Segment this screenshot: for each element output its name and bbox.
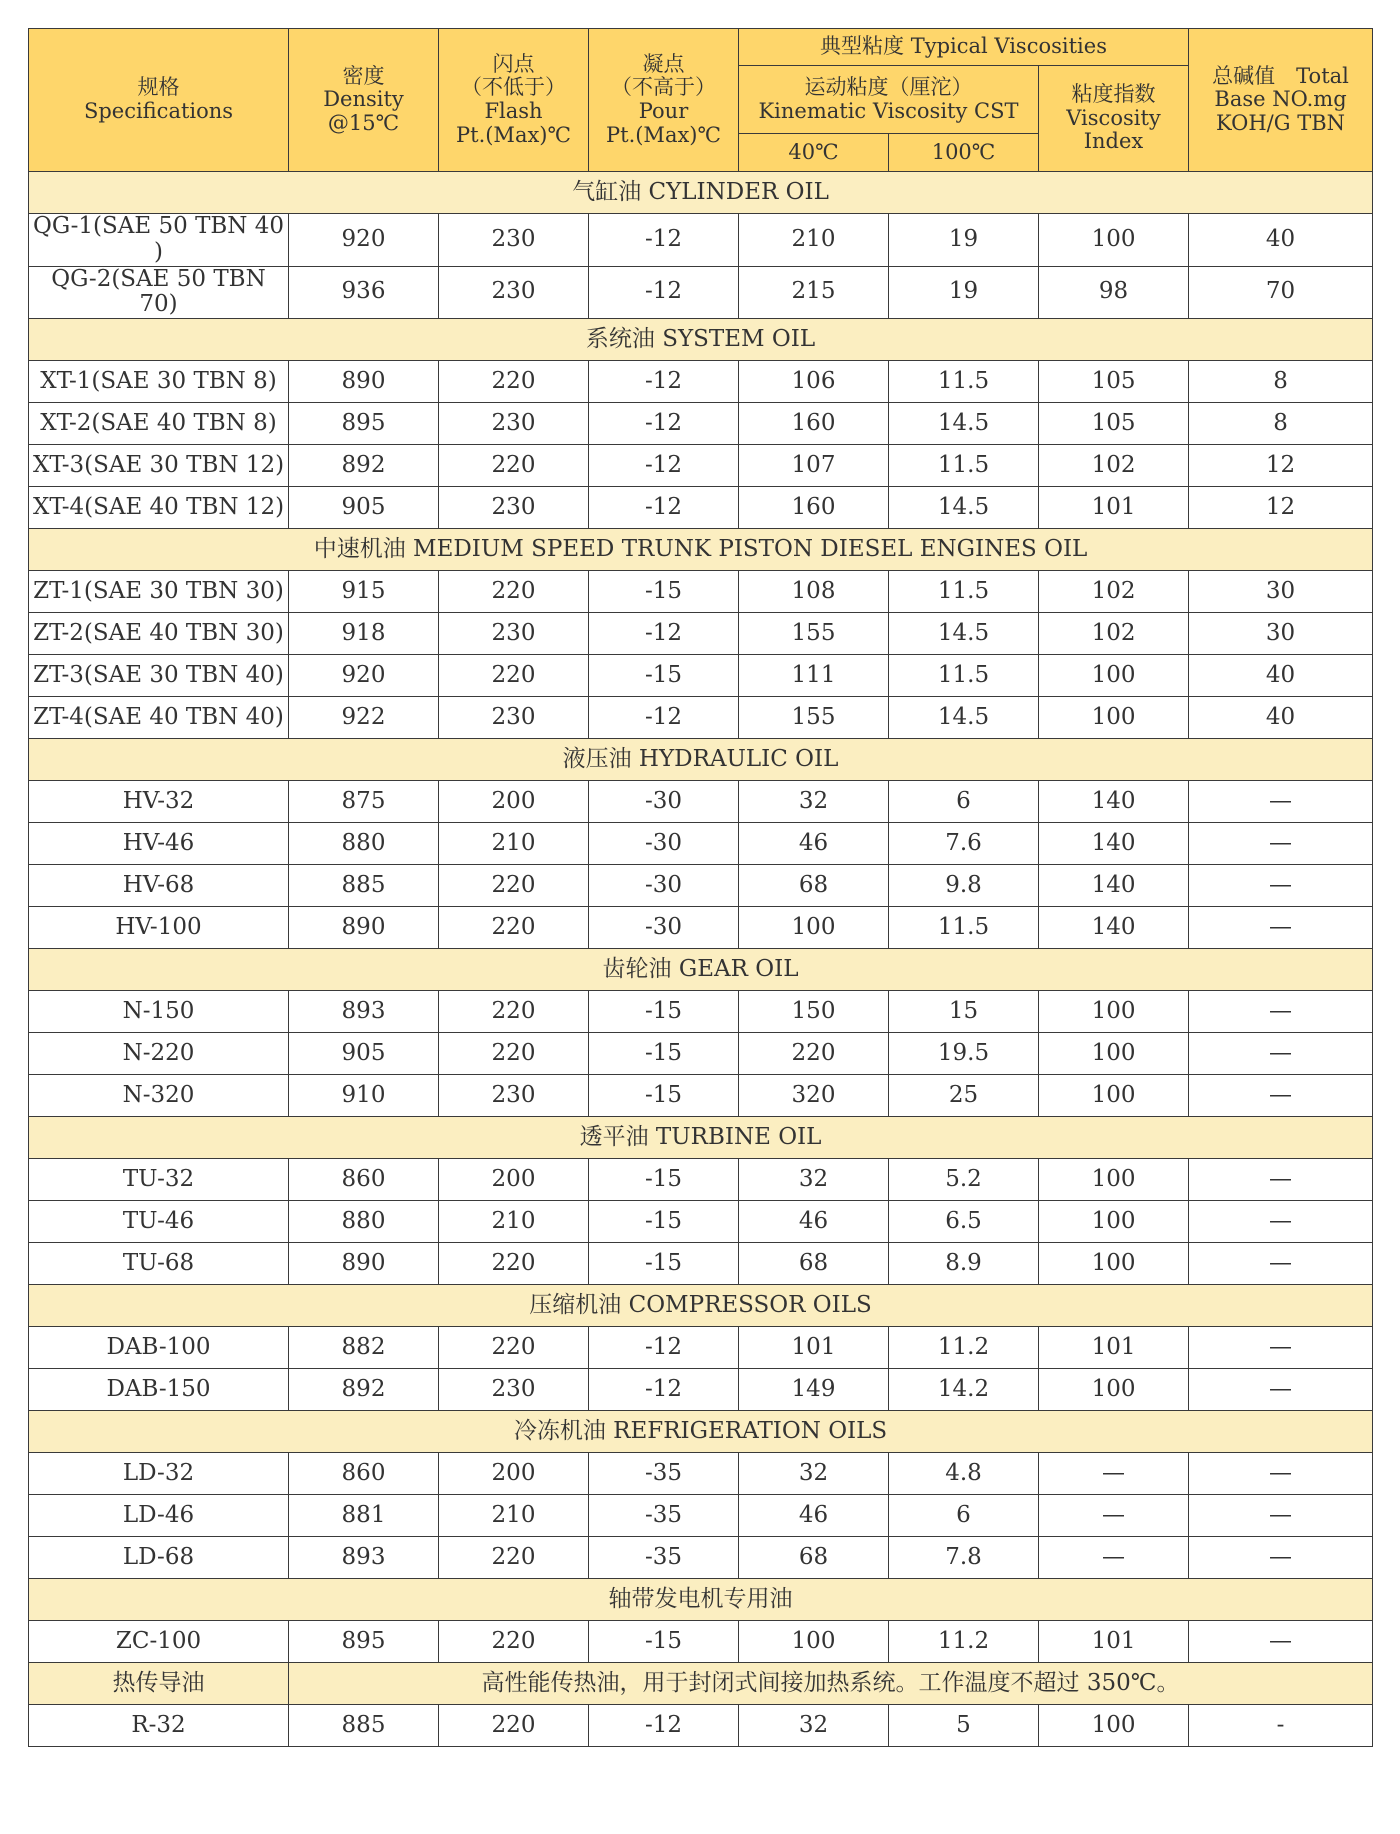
cell-tbn: 30 bbox=[1189, 613, 1373, 655]
table-row bbox=[29, 1705, 1373, 1747]
cell-spec: TU-32 bbox=[29, 1159, 289, 1201]
cell-visc-40: 32 bbox=[739, 1159, 889, 1201]
cell-viscosity-index: 100 bbox=[1039, 697, 1189, 739]
cell-density: 860 bbox=[289, 1453, 439, 1495]
cell-visc-40: 108 bbox=[739, 571, 889, 613]
header-temp-100: 100℃ bbox=[889, 134, 1039, 172]
cell-tbn: — bbox=[1189, 1201, 1373, 1243]
header-typical-viscosities: 典型粘度 Typical Viscosities bbox=[739, 29, 1189, 66]
cell-pour-point: -12 bbox=[589, 1369, 739, 1411]
cell-flash-point: 220 bbox=[439, 1327, 589, 1369]
cell-visc-40: 68 bbox=[739, 1243, 889, 1285]
cell-spec: HV-46 bbox=[29, 823, 289, 865]
header-specifications bbox=[29, 29, 289, 172]
cell-spec: QG-2(SAE 50 TBN 70) bbox=[29, 266, 289, 319]
table-row bbox=[29, 487, 1373, 529]
cell-flash-point: 220 bbox=[439, 1621, 589, 1663]
cell-flash-point: 220 bbox=[439, 1537, 589, 1579]
section-title: 液压油 HYDRAULIC OIL bbox=[29, 739, 1373, 781]
header-vi-en2: Index bbox=[1083, 129, 1144, 154]
cell-visc-100: 14.2 bbox=[889, 1369, 1039, 1411]
cell-viscosity-index: 100 bbox=[1039, 1369, 1189, 1411]
cell-density: 895 bbox=[289, 1621, 439, 1663]
section-title: 轴带发电机专用油 bbox=[29, 1579, 1373, 1621]
cell-pour-point: -12 bbox=[589, 266, 739, 319]
cell-viscosity-index: 140 bbox=[1039, 907, 1189, 949]
cell-density: 922 bbox=[289, 697, 439, 739]
cell-density: 875 bbox=[289, 781, 439, 823]
cell-visc-40: 32 bbox=[739, 1705, 889, 1747]
table-row bbox=[29, 361, 1373, 403]
cell-viscosity-index: 100 bbox=[1039, 1033, 1189, 1075]
section-title: 冷冻机油 REFRIGERATION OILS bbox=[29, 1411, 1373, 1453]
cell-pour-point: -30 bbox=[589, 907, 739, 949]
cell-density: 905 bbox=[289, 487, 439, 529]
cell-flash-point: 220 bbox=[439, 655, 589, 697]
cell-visc-40: 100 bbox=[739, 907, 889, 949]
cell-tbn: 40 bbox=[1189, 697, 1373, 739]
cell-tbn: — bbox=[1189, 907, 1373, 949]
cell-density: 885 bbox=[289, 865, 439, 907]
cell-spec: N-150 bbox=[29, 991, 289, 1033]
cell-flash-point: 220 bbox=[439, 1033, 589, 1075]
cell-visc-100: 11.2 bbox=[889, 1621, 1039, 1663]
cell-visc-40: 46 bbox=[739, 1201, 889, 1243]
cell-density: 915 bbox=[289, 571, 439, 613]
header-pour-en: Pour bbox=[638, 99, 689, 123]
cell-spec: ZC-100 bbox=[29, 1621, 289, 1663]
cell-spec: DAB-150 bbox=[29, 1369, 289, 1411]
cell-flash-point: 230 bbox=[439, 1369, 589, 1411]
cell-pour-point: -15 bbox=[589, 1159, 739, 1201]
cell-visc-100: 19 bbox=[889, 214, 1039, 267]
cell-density: 885 bbox=[289, 1705, 439, 1747]
cell-spec: ZT-3(SAE 30 TBN 40) bbox=[29, 655, 289, 697]
cell-viscosity-index: 100 bbox=[1039, 1075, 1189, 1117]
cell-spec: DAB-100 bbox=[29, 1327, 289, 1369]
section-header-row bbox=[29, 1411, 1373, 1453]
cell-flash-point: 220 bbox=[439, 445, 589, 487]
cell-viscosity-index: 100 bbox=[1039, 991, 1189, 1033]
header-density bbox=[289, 29, 439, 172]
cell-visc-40: 46 bbox=[739, 1495, 889, 1537]
cell-visc-100: 19 bbox=[889, 266, 1039, 319]
cell-spec: N-220 bbox=[29, 1033, 289, 1075]
cell-visc-100: 6.5 bbox=[889, 1201, 1039, 1243]
cell-spec: HV-100 bbox=[29, 907, 289, 949]
cell-visc-40: 32 bbox=[739, 781, 889, 823]
header-kinematic-viscosity bbox=[739, 66, 1039, 134]
cell-tbn: 8 bbox=[1189, 403, 1373, 445]
cell-density: 880 bbox=[289, 1201, 439, 1243]
cell-density: 910 bbox=[289, 1075, 439, 1117]
cell-visc-100: 11.5 bbox=[889, 571, 1039, 613]
section-title: 透平油 TURBINE OIL bbox=[29, 1117, 1373, 1159]
section-title: 热传导油 bbox=[29, 1663, 289, 1705]
cell-visc-40: 210 bbox=[739, 214, 889, 267]
cell-tbn: — bbox=[1189, 1033, 1373, 1075]
cell-spec: XT-4(SAE 40 TBN 12) bbox=[29, 487, 289, 529]
table-row bbox=[29, 1075, 1373, 1117]
section-title: 气缸油 CYLINDER OIL bbox=[29, 172, 1373, 214]
header-vi-cn: 粘度指数 bbox=[1071, 82, 1156, 107]
table-row bbox=[29, 403, 1373, 445]
cell-visc-100: 7.6 bbox=[889, 823, 1039, 865]
header-tbn-line1: 总碱值 Total bbox=[1212, 63, 1349, 88]
cell-viscosity-index: 140 bbox=[1039, 781, 1189, 823]
table-row bbox=[29, 1327, 1373, 1369]
cell-density: 882 bbox=[289, 1327, 439, 1369]
cell-visc-40: 320 bbox=[739, 1075, 889, 1117]
cell-visc-40: 160 bbox=[739, 403, 889, 445]
cell-spec: TU-46 bbox=[29, 1201, 289, 1243]
header-temp-40: 40℃ bbox=[739, 134, 889, 172]
table-row bbox=[29, 781, 1373, 823]
cell-visc-40: 155 bbox=[739, 613, 889, 655]
cell-tbn: 70 bbox=[1189, 266, 1373, 319]
cell-tbn: — bbox=[1189, 1243, 1373, 1285]
cell-visc-40: 68 bbox=[739, 1537, 889, 1579]
cell-spec: ZT-2(SAE 40 TBN 30) bbox=[29, 613, 289, 655]
cell-flash-point: 230 bbox=[439, 1075, 589, 1117]
cell-flash-point: 220 bbox=[439, 361, 589, 403]
cell-flash-point: 220 bbox=[439, 1705, 589, 1747]
cell-visc-100: 25 bbox=[889, 1075, 1039, 1117]
cell-spec: XT-1(SAE 30 TBN 8) bbox=[29, 361, 289, 403]
table-row bbox=[29, 266, 1373, 319]
cell-visc-40: 107 bbox=[739, 445, 889, 487]
cell-tbn: — bbox=[1189, 1159, 1373, 1201]
header-vi-en1: Viscosity bbox=[1066, 105, 1161, 130]
header-pour-point bbox=[589, 29, 739, 172]
cell-viscosity-index: — bbox=[1039, 1453, 1189, 1495]
cell-pour-point: -30 bbox=[589, 823, 739, 865]
cell-pour-point: -12 bbox=[589, 487, 739, 529]
cell-visc-100: 7.8 bbox=[889, 1537, 1039, 1579]
cell-viscosity-index: 102 bbox=[1039, 613, 1189, 655]
section-note: 高性能传热油，用于封闭式间接加热系统。工作温度不超过 350℃。 bbox=[289, 1663, 1373, 1705]
table-row bbox=[29, 1621, 1373, 1663]
section-header-row bbox=[29, 319, 1373, 361]
cell-tbn: — bbox=[1189, 1075, 1373, 1117]
table-body bbox=[29, 172, 1373, 1747]
cell-tbn: 30 bbox=[1189, 571, 1373, 613]
table-row bbox=[29, 907, 1373, 949]
cell-flash-point: 210 bbox=[439, 1495, 589, 1537]
cell-density: 890 bbox=[289, 1243, 439, 1285]
header-pour-cn: 凝点 bbox=[642, 51, 685, 76]
cell-tbn: 40 bbox=[1189, 214, 1373, 267]
lubricant-spec-table bbox=[28, 28, 1373, 1747]
cell-flash-point: 230 bbox=[439, 487, 589, 529]
table-row bbox=[29, 571, 1373, 613]
header-pour-paren: （不高于） bbox=[611, 75, 716, 100]
header-tbn-line2: Base NO.mg bbox=[1214, 87, 1347, 112]
header-flash-point bbox=[439, 29, 589, 172]
cell-density: 881 bbox=[289, 1495, 439, 1537]
cell-visc-40: 220 bbox=[739, 1033, 889, 1075]
cell-spec: LD-32 bbox=[29, 1453, 289, 1495]
cell-viscosity-index: — bbox=[1039, 1537, 1189, 1579]
table-row bbox=[29, 823, 1373, 865]
cell-visc-100: 14.5 bbox=[889, 487, 1039, 529]
section-title: 中速机油 MEDIUM SPEED TRUNK PISTON DIESEL ENGINES OIL bbox=[29, 529, 1373, 571]
cell-tbn: — bbox=[1189, 1621, 1373, 1663]
cell-tbn: — bbox=[1189, 823, 1373, 865]
header-pour-unit: Pt.(Max)℃ bbox=[606, 122, 721, 147]
cell-density: 890 bbox=[289, 907, 439, 949]
cell-flash-point: 200 bbox=[439, 781, 589, 823]
cell-pour-point: -15 bbox=[589, 991, 739, 1033]
cell-viscosity-index: — bbox=[1039, 1495, 1189, 1537]
cell-visc-40: 101 bbox=[739, 1327, 889, 1369]
cell-tbn: — bbox=[1189, 865, 1373, 907]
cell-density: 920 bbox=[289, 655, 439, 697]
section-title: 系统油 SYSTEM OIL bbox=[29, 319, 1373, 361]
cell-spec: XT-2(SAE 40 TBN 8) bbox=[29, 403, 289, 445]
cell-flash-point: 220 bbox=[439, 907, 589, 949]
cell-viscosity-index: 101 bbox=[1039, 1327, 1189, 1369]
table-row bbox=[29, 214, 1373, 267]
cell-viscosity-index: 98 bbox=[1039, 266, 1189, 319]
cell-visc-40: 155 bbox=[739, 697, 889, 739]
cell-tbn: — bbox=[1189, 781, 1373, 823]
cell-viscosity-index: 101 bbox=[1039, 1621, 1189, 1663]
cell-spec: ZT-4(SAE 40 TBN 40) bbox=[29, 697, 289, 739]
cell-flash-point: 230 bbox=[439, 613, 589, 655]
cell-pour-point: -12 bbox=[589, 613, 739, 655]
cell-spec: TU-68 bbox=[29, 1243, 289, 1285]
cell-viscosity-index: 105 bbox=[1039, 403, 1189, 445]
table-row bbox=[29, 1159, 1373, 1201]
section-header-row bbox=[29, 1117, 1373, 1159]
cell-visc-40: 150 bbox=[739, 991, 889, 1033]
cell-viscosity-index: 102 bbox=[1039, 571, 1189, 613]
cell-flash-point: 220 bbox=[439, 571, 589, 613]
cell-pour-point: -30 bbox=[589, 781, 739, 823]
table-row bbox=[29, 1201, 1373, 1243]
cell-visc-40: 111 bbox=[739, 655, 889, 697]
cell-pour-point: -15 bbox=[589, 1621, 739, 1663]
cell-pour-point: -12 bbox=[589, 214, 739, 267]
cell-viscosity-index: 100 bbox=[1039, 214, 1189, 267]
cell-flash-point: 230 bbox=[439, 403, 589, 445]
table-row bbox=[29, 1453, 1373, 1495]
cell-density: 880 bbox=[289, 823, 439, 865]
cell-visc-40: 100 bbox=[739, 1621, 889, 1663]
cell-tbn: — bbox=[1189, 991, 1373, 1033]
cell-flash-point: 230 bbox=[439, 214, 589, 267]
cell-viscosity-index: 100 bbox=[1039, 1159, 1189, 1201]
cell-visc-100: 4.8 bbox=[889, 1453, 1039, 1495]
cell-visc-100: 11.5 bbox=[889, 445, 1039, 487]
table-row bbox=[29, 1243, 1373, 1285]
cell-visc-40: 46 bbox=[739, 823, 889, 865]
cell-visc-40: 215 bbox=[739, 266, 889, 319]
cell-pour-point: -12 bbox=[589, 403, 739, 445]
cell-density: 892 bbox=[289, 445, 439, 487]
cell-visc-100: 14.5 bbox=[889, 403, 1039, 445]
table-row bbox=[29, 445, 1373, 487]
table-row bbox=[29, 697, 1373, 739]
header-kinematic-cn: 运动粘度（厘沱） bbox=[804, 74, 973, 99]
cell-tbn: — bbox=[1189, 1327, 1373, 1369]
section-header-row bbox=[29, 1285, 1373, 1327]
cell-flash-point: 220 bbox=[439, 991, 589, 1033]
header-density-en: Density bbox=[323, 87, 404, 112]
table-row bbox=[29, 865, 1373, 907]
cell-spec: HV-68 bbox=[29, 865, 289, 907]
cell-flash-point: 200 bbox=[439, 1159, 589, 1201]
cell-viscosity-index: 102 bbox=[1039, 445, 1189, 487]
cell-spec: LD-46 bbox=[29, 1495, 289, 1537]
section-header-row bbox=[29, 1663, 1373, 1705]
cell-visc-40: 149 bbox=[739, 1369, 889, 1411]
cell-spec: LD-68 bbox=[29, 1537, 289, 1579]
table-row bbox=[29, 655, 1373, 697]
cell-density: 895 bbox=[289, 403, 439, 445]
cell-density: 893 bbox=[289, 1537, 439, 1579]
header-density-unit: @15℃ bbox=[327, 110, 400, 135]
cell-viscosity-index: 100 bbox=[1039, 1705, 1189, 1747]
table-row bbox=[29, 613, 1373, 655]
cell-density: 918 bbox=[289, 613, 439, 655]
cell-spec: ZT-1(SAE 30 TBN 30) bbox=[29, 571, 289, 613]
cell-visc-100: 11.5 bbox=[889, 361, 1039, 403]
cell-spec: XT-3(SAE 30 TBN 12) bbox=[29, 445, 289, 487]
section-header-row bbox=[29, 172, 1373, 214]
cell-tbn: 8 bbox=[1189, 361, 1373, 403]
cell-density: 860 bbox=[289, 1159, 439, 1201]
header-total-base-number bbox=[1189, 29, 1373, 172]
cell-pour-point: -15 bbox=[589, 571, 739, 613]
cell-flash-point: 230 bbox=[439, 697, 589, 739]
cell-visc-100: 19.5 bbox=[889, 1033, 1039, 1075]
cell-flash-point: 200 bbox=[439, 1453, 589, 1495]
cell-pour-point: -15 bbox=[589, 1033, 739, 1075]
cell-pour-point: -15 bbox=[589, 1243, 739, 1285]
cell-spec: HV-32 bbox=[29, 781, 289, 823]
cell-pour-point: -35 bbox=[589, 1495, 739, 1537]
header-spec-cn: 规格 bbox=[137, 75, 180, 100]
table-row bbox=[29, 1369, 1373, 1411]
cell-pour-point: -15 bbox=[589, 1075, 739, 1117]
header-spec-en: Specifications bbox=[83, 99, 234, 123]
cell-pour-point: -12 bbox=[589, 361, 739, 403]
cell-viscosity-index: 100 bbox=[1039, 655, 1189, 697]
header-kinematic-en: Kinematic Viscosity CST bbox=[758, 98, 1019, 123]
table-row bbox=[29, 1495, 1373, 1537]
cell-flash-point: 210 bbox=[439, 823, 589, 865]
cell-visc-100: 9.8 bbox=[889, 865, 1039, 907]
cell-density: 936 bbox=[289, 266, 439, 319]
cell-spec: R-32 bbox=[29, 1705, 289, 1747]
cell-tbn: — bbox=[1189, 1537, 1373, 1579]
cell-tbn: - bbox=[1189, 1705, 1373, 1747]
cell-density: 890 bbox=[289, 361, 439, 403]
cell-pour-point: -15 bbox=[589, 1201, 739, 1243]
header-flash-unit: Pt.(Max)℃ bbox=[456, 122, 571, 147]
cell-pour-point: -30 bbox=[589, 865, 739, 907]
cell-visc-40: 32 bbox=[739, 1453, 889, 1495]
section-header-row bbox=[29, 949, 1373, 991]
cell-viscosity-index: 100 bbox=[1039, 1201, 1189, 1243]
header-flash-en: Flash bbox=[484, 99, 543, 123]
cell-density: 905 bbox=[289, 1033, 439, 1075]
cell-tbn: 12 bbox=[1189, 487, 1373, 529]
cell-pour-point: -12 bbox=[589, 697, 739, 739]
cell-pour-point: -12 bbox=[589, 1705, 739, 1747]
cell-tbn: — bbox=[1189, 1495, 1373, 1537]
cell-density: 920 bbox=[289, 214, 439, 267]
header-density-cn: 密度 bbox=[342, 63, 385, 88]
cell-visc-100: 5 bbox=[889, 1705, 1039, 1747]
cell-flash-point: 220 bbox=[439, 865, 589, 907]
cell-visc-100: 11.5 bbox=[889, 907, 1039, 949]
cell-tbn: — bbox=[1189, 1369, 1373, 1411]
table-row bbox=[29, 991, 1373, 1033]
cell-visc-100: 6 bbox=[889, 1495, 1039, 1537]
cell-pour-point: -35 bbox=[589, 1453, 739, 1495]
cell-density: 893 bbox=[289, 991, 439, 1033]
cell-visc-100: 8.9 bbox=[889, 1243, 1039, 1285]
cell-visc-100: 15 bbox=[889, 991, 1039, 1033]
cell-visc-100: 5.2 bbox=[889, 1159, 1039, 1201]
cell-flash-point: 210 bbox=[439, 1201, 589, 1243]
cell-tbn: 12 bbox=[1189, 445, 1373, 487]
cell-viscosity-index: 105 bbox=[1039, 361, 1189, 403]
cell-spec: QG-1(SAE 50 TBN 40 ) bbox=[29, 214, 289, 267]
cell-visc-100: 11.5 bbox=[889, 655, 1039, 697]
cell-viscosity-index: 140 bbox=[1039, 823, 1189, 865]
section-header-row bbox=[29, 739, 1373, 781]
cell-spec: N-320 bbox=[29, 1075, 289, 1117]
section-title: 压缩机油 COMPRESSOR OILS bbox=[29, 1285, 1373, 1327]
cell-visc-40: 106 bbox=[739, 361, 889, 403]
cell-viscosity-index: 100 bbox=[1039, 1243, 1189, 1285]
section-title: 齿轮油 GEAR OIL bbox=[29, 949, 1373, 991]
cell-density: 892 bbox=[289, 1369, 439, 1411]
header-viscosity-index bbox=[1039, 66, 1189, 172]
cell-flash-point: 230 bbox=[439, 266, 589, 319]
table-row bbox=[29, 1537, 1373, 1579]
cell-tbn: 40 bbox=[1189, 655, 1373, 697]
header-tbn-line3: KOH/G TBN bbox=[1216, 110, 1346, 135]
cell-visc-100: 14.5 bbox=[889, 613, 1039, 655]
table-row bbox=[29, 1033, 1373, 1075]
cell-visc-40: 68 bbox=[739, 865, 889, 907]
section-header-row bbox=[29, 1579, 1373, 1621]
header-flash-cn: 闪点 bbox=[492, 51, 535, 76]
cell-pour-point: -15 bbox=[589, 655, 739, 697]
cell-visc-100: 14.5 bbox=[889, 697, 1039, 739]
header-flash-paren: （不低于） bbox=[461, 75, 566, 100]
section-header-row bbox=[29, 529, 1373, 571]
cell-tbn: — bbox=[1189, 1453, 1373, 1495]
cell-visc-40: 160 bbox=[739, 487, 889, 529]
cell-pour-point: -12 bbox=[589, 1327, 739, 1369]
cell-pour-point: -12 bbox=[589, 445, 739, 487]
cell-visc-100: 11.2 bbox=[889, 1327, 1039, 1369]
cell-pour-point: -35 bbox=[589, 1537, 739, 1579]
cell-viscosity-index: 140 bbox=[1039, 865, 1189, 907]
cell-visc-100: 6 bbox=[889, 781, 1039, 823]
cell-viscosity-index: 101 bbox=[1039, 487, 1189, 529]
cell-flash-point: 220 bbox=[439, 1243, 589, 1285]
